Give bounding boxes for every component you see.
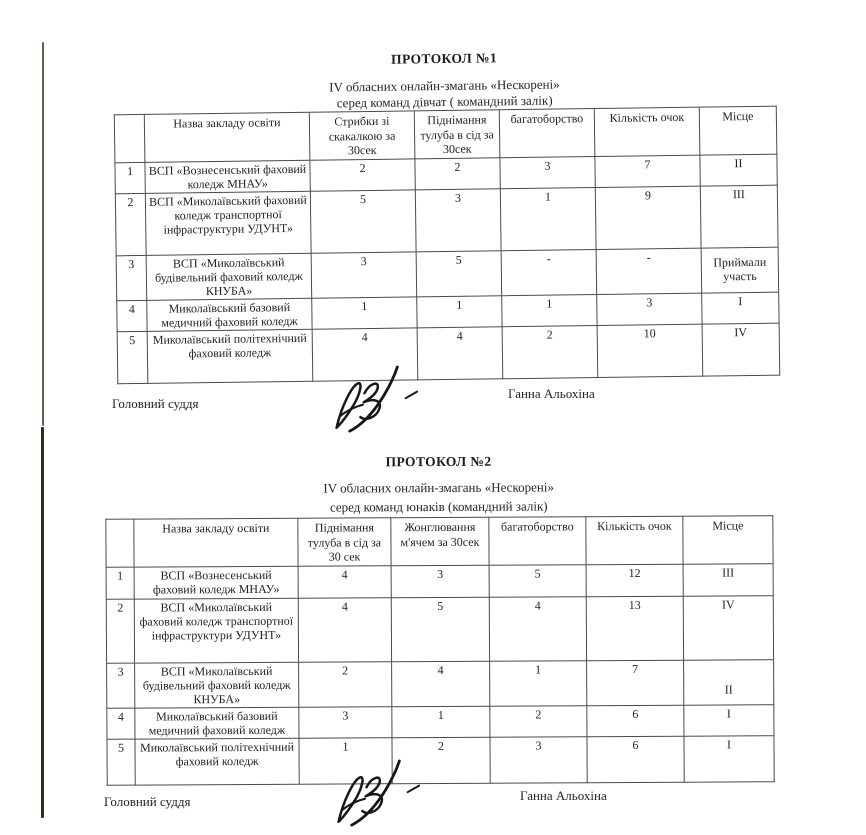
col-header-school: Назва закладу освіти	[134, 518, 298, 567]
place-cell: I	[702, 292, 779, 324]
row-number-cell: 4	[107, 708, 135, 739]
points-cell: 12	[586, 564, 683, 597]
table-row	[106, 596, 773, 663]
protocol-1-title: ПРОТОКОЛ №1	[391, 50, 498, 67]
points-cell: 10	[597, 324, 703, 377]
score-cell: 5	[391, 597, 489, 662]
protocol-2-title: ПРОТОКОЛ №2	[385, 453, 492, 470]
points-cell: 3	[597, 293, 702, 325]
score-cell: 2	[310, 159, 415, 191]
col-header-event2: Піднімання тулуба в сід за 30сек	[414, 110, 500, 159]
score-cell: 5	[310, 190, 416, 253]
score-cell: 1	[502, 295, 597, 327]
table-row	[115, 185, 778, 256]
header-row	[114, 106, 777, 163]
points-cell: -	[596, 248, 702, 294]
protocol-1-subtitle-2: серед команд дівчат ( командний залік)	[336, 92, 553, 110]
points-cell: 7	[587, 660, 684, 706]
place-cell: III	[700, 185, 778, 248]
school-name-cell: ВСП «Миколаївський фаховий коледж транспортної інфраструктури УДУНТ»	[134, 598, 298, 663]
protocol-1-table	[114, 106, 780, 385]
score-cell: -	[501, 250, 597, 296]
school-name-cell: ВСП «Миколаївський фаховий коледж транспортної інфраструктури УДУНТ»	[145, 191, 311, 255]
score-cell: 4	[298, 566, 391, 598]
protocol-1-subtitle-1: IV обласних онлайн-змагань «Нескорені»	[329, 76, 560, 95]
school-name-cell: Миколаївський політехнічний фаховий коледж	[147, 329, 313, 383]
place-cell: IV	[702, 323, 780, 376]
col-header-points: Кількість очок	[586, 516, 683, 565]
score-cell: 3	[311, 252, 417, 298]
row-number-cell: 3	[116, 255, 147, 300]
col-header-num	[114, 114, 145, 162]
score-cell: 3	[299, 707, 392, 738]
place-cell: Приймали участь	[701, 247, 779, 293]
score-cell: 1	[490, 661, 587, 707]
row-number-cell: 2	[106, 599, 134, 663]
col-header-points: Кількість очок	[594, 107, 700, 156]
score-cell: 1	[312, 297, 417, 329]
row-number-cell: 2	[115, 193, 146, 255]
scan-edge-line-bottom	[41, 427, 44, 818]
place-cell: I	[684, 705, 774, 736]
judge-name: Ганна Альохіна	[508, 386, 595, 401]
score-cell: 3	[500, 157, 595, 189]
score-cell: 3	[391, 565, 489, 598]
col-header-allaround: багатоборство	[499, 109, 595, 158]
school-name-cell: ВСП «Вознесенський фаховий коледж МНАУ»	[134, 566, 298, 599]
score-cell: 3	[490, 737, 587, 784]
score-cell: 1	[417, 296, 502, 328]
col-header-allaround: багатоборство	[489, 517, 586, 566]
points-cell: 6	[587, 736, 684, 783]
score-cell: 5	[416, 251, 502, 297]
score-cell: 2	[490, 706, 587, 738]
score-cell: 2	[299, 662, 392, 707]
header-row	[106, 516, 773, 567]
col-header-school: Назва закладу освіти	[144, 112, 310, 162]
score-cell: 3	[415, 189, 501, 252]
score-cell: 5	[489, 565, 586, 598]
signature-scribble-icon	[322, 756, 434, 830]
school-name-cell: ВСП «Вознесенський фаховий коледж МНАУ»	[145, 160, 310, 193]
score-cell: 1	[299, 738, 392, 784]
table-row	[107, 660, 774, 708]
row-number-cell: 1	[115, 162, 145, 193]
school-name-cell: ВСП «Миколаївський будівельний фаховий коледж КНУБА»	[135, 662, 299, 708]
table-row	[107, 705, 774, 739]
protocol-2-subtitle-2: серед команд юнаків (командний залік)	[329, 497, 548, 515]
score-cell: 2	[415, 158, 500, 190]
col-header-num	[106, 519, 134, 567]
col-header-place: Місце	[699, 106, 777, 155]
place-cell: II	[700, 154, 777, 186]
points-cell: 6	[587, 705, 684, 737]
place-cell: I	[684, 736, 774, 782]
protocol-2-subtitle-1: IV обласних онлайн-змагань «Нескорені»	[323, 479, 554, 496]
row-number-cell: 4	[117, 300, 147, 331]
school-name-cell: ВСП «Миколаївський будівельний фаховий коледж КНУБА»	[146, 253, 312, 300]
points-cell: 13	[586, 596, 683, 661]
col-header-place: Місце	[683, 516, 773, 564]
table-row	[117, 323, 780, 384]
row-number-cell: 1	[106, 567, 134, 599]
row-number-cell: 5	[107, 739, 135, 785]
score-cell: 1	[392, 706, 490, 738]
table-row	[106, 564, 773, 599]
school-name-cell: Миколаївський базовий медичний фаховий коледж	[147, 298, 312, 331]
chief-judge-label: Головний суддя	[112, 396, 199, 411]
score-cell: 1	[500, 188, 596, 251]
scan-edge-line-top	[42, 42, 44, 426]
school-name-cell: Миколаївський базовий медичний фаховий коледж	[135, 707, 299, 739]
score-cell: 4	[298, 598, 391, 662]
signature-scribble-icon	[320, 362, 432, 436]
place-cell: III	[683, 564, 773, 596]
points-cell: 9	[595, 186, 701, 249]
protocol-1-section	[113, 48, 779, 385]
place-cell: II	[684, 660, 774, 705]
table-row	[107, 736, 774, 785]
score-cell: 4	[489, 597, 586, 662]
col-header-event1: Стрибки зі скакалкою за 30сек	[309, 111, 415, 160]
judge-signature	[320, 362, 432, 436]
protocol-2-table	[105, 515, 774, 785]
protocol-2-section	[105, 453, 774, 785]
col-header-event1: Піднімання тулуба в сід за 30 сек	[298, 518, 391, 566]
place-cell: IV	[683, 596, 773, 660]
row-number-cell: 3	[107, 663, 135, 708]
row-number-cell: 5	[117, 331, 148, 383]
col-header-event2: Жонглювання м'ячем за 30сек	[391, 517, 489, 566]
score-cell: 4	[417, 327, 503, 380]
score-cell: 2	[502, 326, 598, 379]
score-cell: 4	[312, 328, 418, 381]
score-cell: 2	[392, 737, 490, 784]
judge-signature	[322, 756, 434, 830]
chief-judge-label: Головний суддя	[104, 794, 191, 809]
school-name-cell: Миколаївський політехнічний фаховий коледж	[135, 738, 299, 785]
judge-name: Ганна Альохіна	[520, 788, 607, 803]
points-cell: 7	[595, 155, 700, 187]
score-cell: 4	[392, 661, 490, 707]
